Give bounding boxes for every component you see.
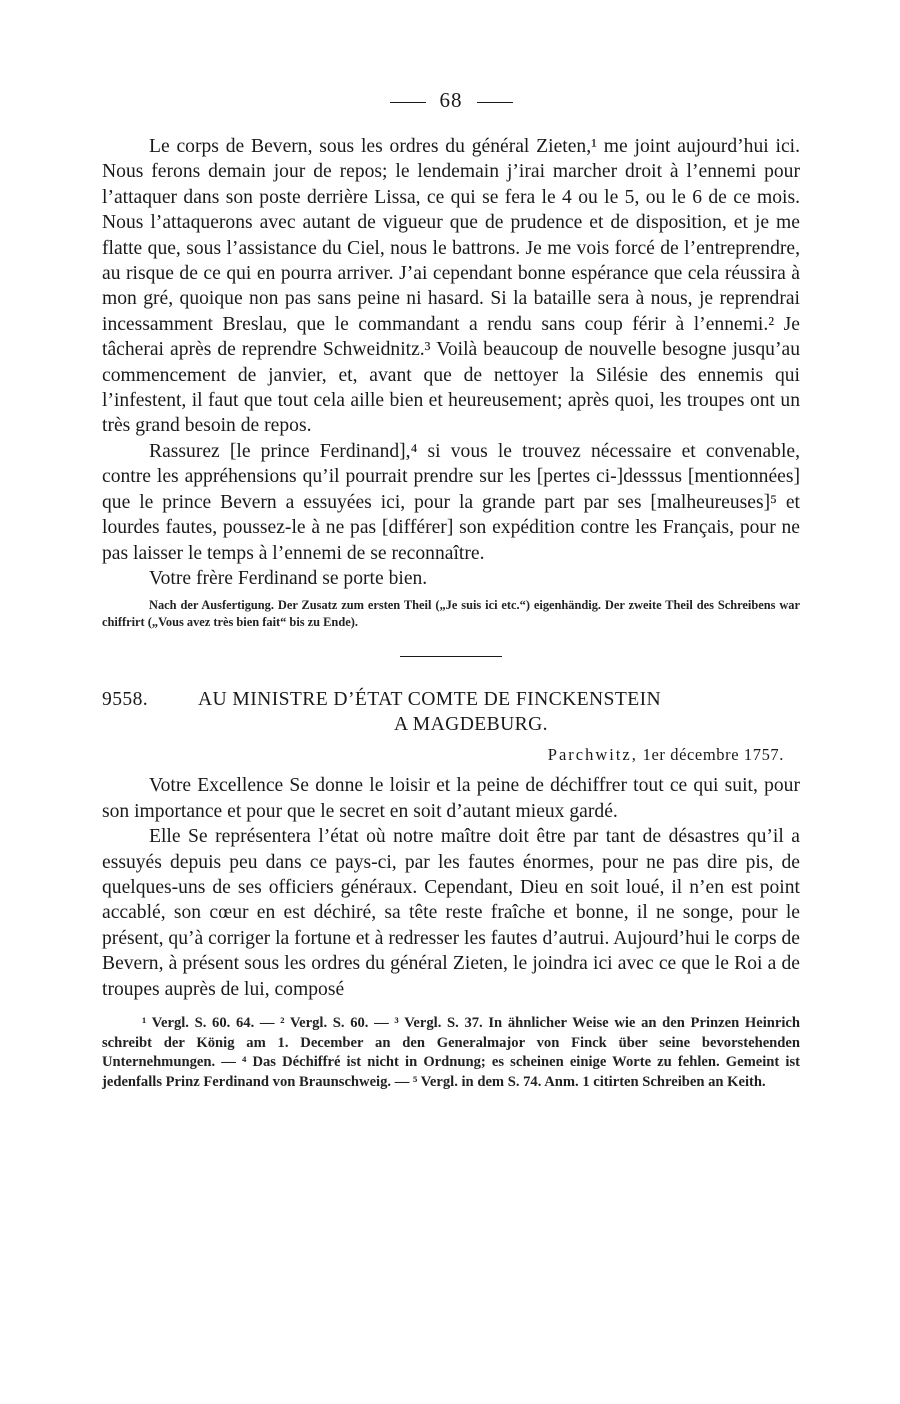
rule-right (477, 102, 513, 103)
letter-addressee: AU MINISTRE D’ÉTAT COMTE DE FINCKENSTEIN (198, 689, 662, 711)
letter-paragraph-1: Votre Excellence Se donne le loisir et la peine de déchiffrer tout ce qui suit, pour son importance et pour que le secret en soit d’autant mieux gardé. (102, 775, 800, 822)
letter-paragraph-2: Elle Se représentera l’état où notre maître doit être par tant de désastres qu’il a essuyés depuis peu dans ce pays-ci, par les fautes énormes, pour ne pas dire pis, de quelques-uns de ses officiers généraux. Cependant, Dieu en soit loué, il n’en est point accablé, son cœur en est déchiré, sa tête reste fraîche et bonne, il ne songe, pour le présent, qu’à corriger la fortune et à redresser les fautes d’autrui. Aujourd’hui le corps de Bevern, à présent sous les ordres du général Zieten, le joindra ici avec ce que le Roi a de troupes auprès de lui, composé (102, 826, 800, 1000)
document-page (102, 88, 800, 1093)
page-number-line (102, 88, 800, 114)
footnote-text: ¹ Vergl. S. 60. 64. — ² Vergl. S. 60. — ³ Vergl. S. 37. In ähnlicher Weise wie an den Prinzen Heinrich schreibt der König am 1. December an den Generalmajor von Finck über seine bevorstehenden Unternehmungen. — ⁴ Das Déchiffré ist nicht in Ordnung; es scheinen einige Worte zu fehlen. Gemeint ist jedenfalls Prinz Ferdinand von Braunschweig. — ⁵ Vergl. in dem S. 74. Anm. 1 citirten Schreiben an Keith. (102, 1014, 800, 1091)
footnotes (102, 1014, 800, 1093)
letter-number: 9558. (102, 689, 149, 711)
dateline-date: 1er décembre 1757. (642, 745, 784, 765)
paragraph-continuation-1: Le corps de Bevern, sous les ordres du général Zieten,¹ me joint aujourd’hui ici. Nous ferons demain jour de repos; le lendemain j’irai marcher droit à l’ennemi pour l’attaquer dans son poste derrière Lissa, ce qui se fera le 4 ou le 5, ou le 6 de ce mois. Nous l’attaquerons avec autant de vigueur que de prudence et de disposition, et je me flatte que, sous l’assistance du Ciel, nous le battrons. Je me vois forcé de l’entreprendre, au risque de ce qui en pourra arriver. J’ai cependant bonne espérance que cela réussira à mon gré, quoique non pas sans peine ni hasard. Si la bataille sera à nous, je reprendrai incessamment Breslau, que le commandant a rendu sans coup férir à l’ennemi.² Je tâcherai après de reprendre Schweidnitz.³ Voilà beaucoup de nouvelle besogne jusqu’au commencement de janvier, et, avant que de nettoyer la Silésie des ennemis qui l’infestent, il faut que tout cela aille bien et heureusement; après quoi, les troupes ont un très grand besoin de repos. (102, 136, 800, 437)
paragraph-continuation-3: Votre frère Ferdinand se porte bien. (149, 567, 428, 589)
source-note: Nach der Ausfertigung. Der Zusatz zum ersten Theil („Je suis ici etc.“) eigenhändig. Der zweite Theil des Schreibens war chiffrirt („Vous avez très bien fait“ bis zu Ende). (102, 598, 800, 629)
letter-heading-line2: A MAGDEBURG. (394, 714, 548, 736)
page-number: 68 (439, 88, 463, 112)
rule-left (390, 102, 426, 103)
paragraph-continuation-2: Rassurez [le prince Ferdinand],⁴ si vous le trouvez nécessaire et convenable, contre les appréhensions qu’il pourrait prendre sur les [pertes ci-]desssus [mentionnées] que le prince Bevern a essuyées ici, pour la grande part par ses [malheureuses]⁵ et lourdes fautes, poussez-le à ne pas [différer] son expédition contre les Français, pour ne pas laisser le temps à l’ennemi de se reconnaître. (102, 440, 800, 564)
dateline-place: Parchwitz, (547, 745, 638, 765)
dateline (102, 745, 784, 765)
section-separator (400, 656, 502, 657)
letter-heading-line1 (102, 687, 800, 712)
letter-heading (102, 687, 800, 737)
